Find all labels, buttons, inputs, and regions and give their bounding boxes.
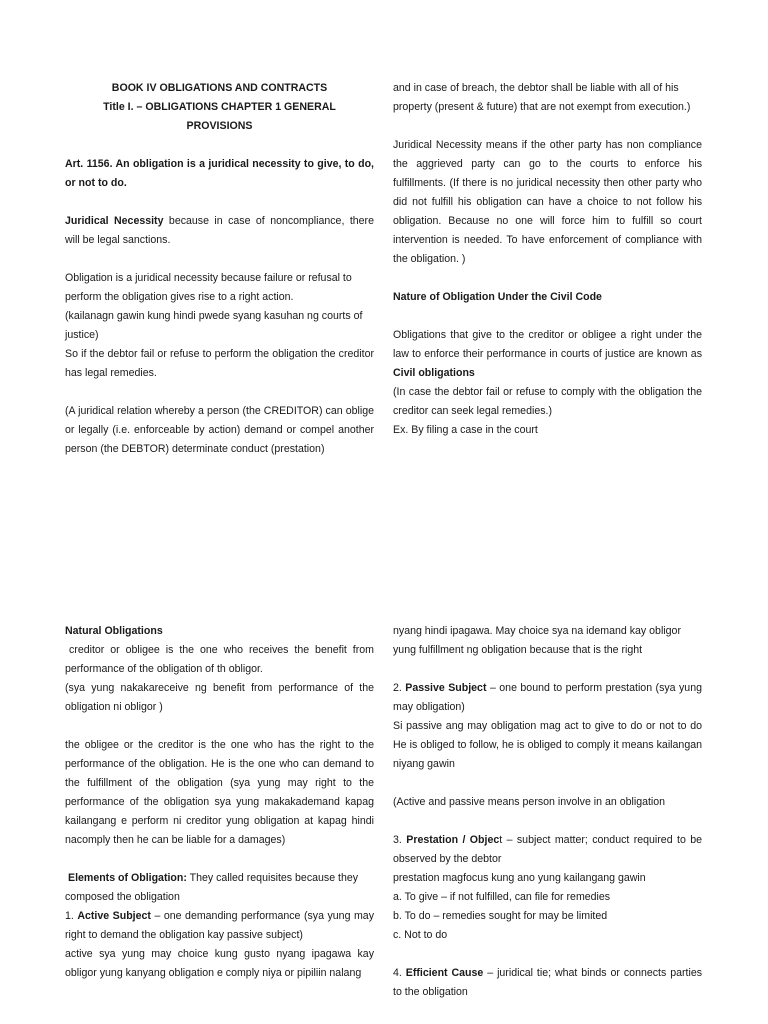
chapter-title: Title I. – OBLIGATIONS CHAPTER 1 GENERAL PROVISIONS bbox=[103, 101, 336, 132]
item-number: 4. bbox=[393, 967, 406, 979]
juridical-necessity-term: Juridical Necessity bbox=[65, 215, 164, 227]
item-number: 1. bbox=[65, 910, 78, 922]
nature-heading: Nature of Obligation Under the Civil Code bbox=[393, 291, 602, 303]
to-give-item: a. To give – if not fulfilled, can file for remedies bbox=[393, 891, 611, 903]
passive-paragraph: Si passive ang may obligation mag act to give to do or not to do He is obliged to follow, he is obliged to comply it means kailangan niyang gawin bbox=[393, 720, 702, 770]
prestation-term: Prestation / Objec bbox=[406, 834, 500, 846]
elements-paragraph bbox=[65, 869, 374, 907]
active-paragraph: active sya yung may choice kung gusto nyang ipagawa kay obligor yung kanyang obligation e comply niya or pipiliin nalang bbox=[65, 948, 374, 979]
passive-subject-item bbox=[393, 679, 702, 717]
juridical-relation-paragraph: (A juridical relation whereby a person (the CREDITOR) can oblige or legally (i.e. enforceable by action) demand or compel another person (the DEBTOR) determinate conduct (prestation) bbox=[65, 405, 374, 455]
example-line: Ex. By filing a case in the court bbox=[393, 424, 538, 436]
breach-paragraph: and in case of breach, the debtor shall be liable with all of his property (present & future) that are not exempt from execution.) bbox=[393, 82, 691, 113]
active-subject-item bbox=[65, 907, 374, 945]
obligation-paragraph: Obligation is a juridical necessity because failure or refusal to perform the obligation gives rise to a right action. bbox=[65, 272, 352, 303]
juridical-necessity-meaning: Juridical Necessity means if the other party has non compliance the aggrieved party can go to the courts to enforce his fulfillments. (If there is no juridical necessity then other party who did not fulfill his obligation can have a choice to not follow his obligation. Because no one will force him to fulfill so court intervention is needed. To have enforcement of compliance with the obligation. ) bbox=[393, 139, 702, 265]
elements-text: They called requisites because they composed the obligation bbox=[65, 872, 359, 903]
remedies-paragraph: (In case the debtor fail or refuse to comply with the obligation the creditor can seek legal remedies.) bbox=[393, 386, 702, 417]
column-bottom-right bbox=[393, 622, 702, 1002]
passive-subject-text: – one bound to perform prestation (sya yung may obligation) bbox=[393, 682, 702, 713]
efficient-cause-text: – juridical tie; what binds or connects parties to the obligation bbox=[393, 967, 703, 998]
efficient-cause-term: Efficient Cause bbox=[405, 967, 484, 979]
tagalog-note: (kailanagn gawin kung hindi pwede syang kasuhan ng courts of justice) bbox=[65, 310, 363, 341]
active-subject-text: – one demanding performance (sya yung may right to demand the obligation kay passive subject) bbox=[65, 910, 374, 941]
prestation-text: t – subject matter; conduct required to be observed by the debtor bbox=[393, 834, 703, 865]
item-number: 2. bbox=[393, 682, 406, 694]
to-do-item: b. To do – remedies sought for may be limited bbox=[393, 910, 608, 922]
prestation-item bbox=[393, 831, 702, 869]
obligee-paragraph: the obligee or the creditor is the one who has the right to the performance of the obligation. He is the one who can demand to the fulfillment of the obligation (sya yung may right to the performance of the obligation sya yung makakademand kapag kailangang e perform ni creditor yung obligation at kapag hindi nacomply then he can be liable for a damages) bbox=[65, 739, 374, 846]
passive-subject-term: Passive Subject bbox=[405, 682, 487, 694]
elements-term: Elements of Obligation: bbox=[68, 872, 187, 884]
item-number: 3. bbox=[393, 834, 407, 846]
juridical-necessity-paragraph bbox=[65, 212, 374, 250]
column-top-left bbox=[65, 79, 374, 459]
civil-obligations-term: Civil obligations bbox=[393, 367, 475, 379]
article-1156: Art. 1156. An obligation is a juridical necessity to give, to do, or not to do. bbox=[65, 158, 374, 189]
civil-obligations-paragraph bbox=[393, 326, 702, 383]
creditor-paragraph: creditor or obligee is the one who receives the benefit from performance of the obligation of th obligor. bbox=[65, 644, 374, 675]
efficient-cause-item bbox=[393, 964, 702, 1002]
continuation-paragraph: nyang hindi ipagawa. May choice sya na idemand kay obligor yung fulfillment ng obligation because that is the right bbox=[393, 625, 681, 656]
book-title: BOOK IV OBLIGATIONS AND CONTRACTS bbox=[111, 82, 328, 94]
natural-obligations-heading: Natural Obligations bbox=[65, 625, 163, 637]
creditor-tagalog: (sya yung nakakareceive ng benefit from performance of the obligation ni obligor ) bbox=[65, 682, 374, 713]
not-to-do-item: c. Not to do bbox=[393, 929, 448, 941]
column-bottom-left bbox=[65, 622, 374, 983]
civil-obligations-text: Obligations that give to the creditor or obligee a right under the law to enforce their performance in courts of justice are known as bbox=[393, 329, 702, 360]
debtor-paragraph: So if the debtor fail or refuse to perform the obligation the creditor has legal remedies. bbox=[65, 348, 374, 379]
active-subject-term: Active Subject bbox=[77, 910, 151, 922]
column-top-right bbox=[393, 79, 702, 440]
active-passive-note: (Active and passive means person involve in an obligation bbox=[393, 796, 666, 808]
juridical-necessity-text: because in case of noncompliance, there will be legal sanctions. bbox=[65, 215, 374, 246]
prestation-note: prestation magfocus kung ano yung kailangang gawin bbox=[393, 872, 646, 884]
